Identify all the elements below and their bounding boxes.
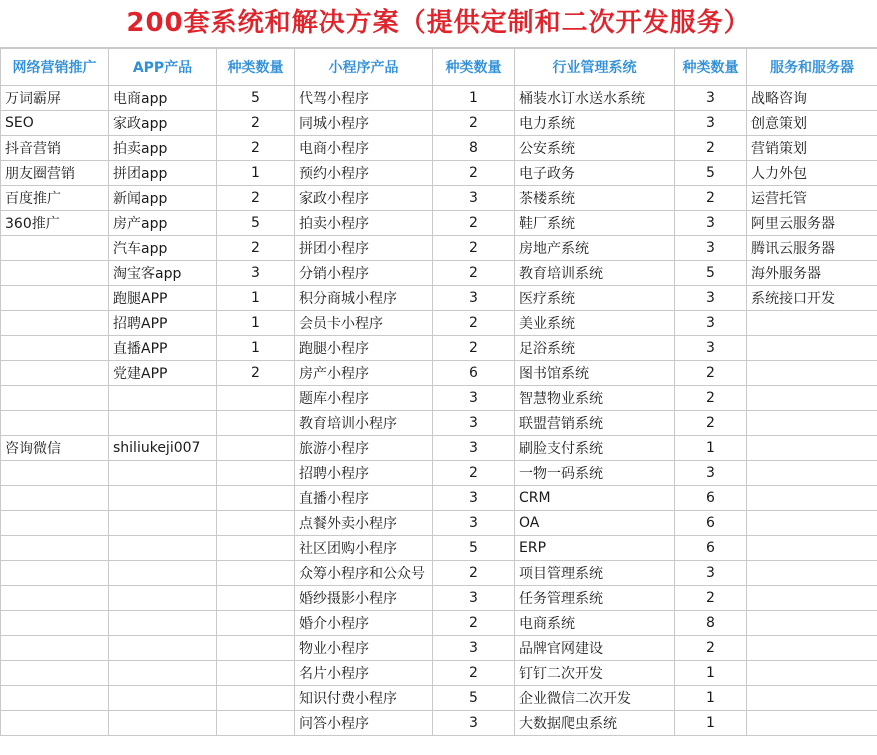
cell-miniprogram[interactable]: 名片小程序	[295, 661, 433, 686]
cell-app[interactable]	[109, 661, 217, 686]
cell-industry-system[interactable]: 刷脸支付系统	[515, 436, 675, 461]
table-row	[1, 361, 877, 386]
cell-industry-system[interactable]: 鞋厂系统	[515, 211, 675, 236]
table-row	[1, 711, 877, 736]
cell-miniprogram-count[interactable]: 2	[433, 561, 515, 586]
cell-system-count[interactable]: 2	[675, 586, 747, 611]
cell-marketing[interactable]: 抖音营销	[1, 136, 109, 161]
cell-service[interactable]	[747, 586, 877, 611]
cell-system-count[interactable]: 3	[675, 211, 747, 236]
cell-app-count[interactable]	[217, 686, 295, 711]
cell-miniprogram[interactable]: 知识付费小程序	[295, 686, 433, 711]
cell-system-count[interactable]: 6	[675, 536, 747, 561]
cell-app-count[interactable]	[217, 636, 295, 661]
cell-app-count[interactable]	[217, 486, 295, 511]
cell-app-count[interactable]: 2	[217, 136, 295, 161]
cell-miniprogram-count[interactable]: 3	[433, 411, 515, 436]
cell-app-count[interactable]: 2	[217, 236, 295, 261]
cell-miniprogram[interactable]: 教育培训小程序	[295, 411, 433, 436]
cell-miniprogram-count[interactable]: 2	[433, 336, 515, 361]
table-row	[1, 386, 877, 411]
cell-system-count[interactable]: 1	[675, 711, 747, 736]
cell-industry-system[interactable]: 美业系统	[515, 311, 675, 336]
cell-system-count[interactable]: 1	[675, 686, 747, 711]
cell-service[interactable]: 营销策划	[747, 136, 877, 161]
table-row	[1, 636, 877, 661]
cell-app-count[interactable]: 1	[217, 286, 295, 311]
table-row	[1, 461, 877, 486]
cell-app[interactable]	[109, 486, 217, 511]
cell-miniprogram-count[interactable]: 1	[433, 86, 515, 111]
cell-miniprogram[interactable]: 直播小程序	[295, 486, 433, 511]
cell-app-count[interactable]	[217, 711, 295, 736]
cell-industry-system[interactable]: 联盟营销系统	[515, 411, 675, 436]
cell-industry-system[interactable]: 医疗系统	[515, 286, 675, 311]
cell-system-count[interactable]: 8	[675, 611, 747, 636]
table-row	[1, 336, 877, 361]
cell-app[interactable]	[109, 611, 217, 636]
cell-system-count[interactable]: 6	[675, 511, 747, 536]
cell-app-count[interactable]	[217, 436, 295, 461]
cell-app-count[interactable]	[217, 511, 295, 536]
cell-industry-system[interactable]: 项目管理系统	[515, 561, 675, 586]
cell-miniprogram[interactable]: 代驾小程序	[295, 86, 433, 111]
cell-industry-system[interactable]: 电子政务	[515, 161, 675, 186]
cell-miniprogram[interactable]: 拼团小程序	[295, 236, 433, 261]
cell-miniprogram-count[interactable]: 8	[433, 136, 515, 161]
cell-service[interactable]: 战略咨询	[747, 86, 877, 111]
cell-miniprogram-count[interactable]: 3	[433, 511, 515, 536]
cell-miniprogram-count[interactable]: 3	[433, 186, 515, 211]
cell-marketing[interactable]	[1, 561, 109, 586]
table-row	[1, 586, 877, 611]
cell-miniprogram[interactable]: 分销小程序	[295, 261, 433, 286]
cell-miniprogram[interactable]: 家政小程序	[295, 186, 433, 211]
cell-marketing[interactable]	[1, 236, 109, 261]
cell-miniprogram-count[interactable]: 3	[433, 386, 515, 411]
cell-industry-system[interactable]: 钉钉二次开发	[515, 661, 675, 686]
cell-miniprogram[interactable]: 婚纱摄影小程序	[295, 586, 433, 611]
cell-industry-system[interactable]: 智慧物业系统	[515, 386, 675, 411]
cell-miniprogram-count[interactable]: 2	[433, 236, 515, 261]
page-title: 200套系统和解决方案（提供定制和二次开发服务）	[0, 0, 877, 48]
header-row	[1, 49, 877, 86]
cell-app-count[interactable]	[217, 386, 295, 411]
cell-industry-system[interactable]: 企业微信二次开发	[515, 686, 675, 711]
cell-industry-system[interactable]: 公安系统	[515, 136, 675, 161]
cell-app[interactable]: 拍卖app	[109, 136, 217, 161]
cell-service[interactable]	[747, 486, 877, 511]
cell-service[interactable]: 运营托管	[747, 186, 877, 211]
table-row	[1, 536, 877, 561]
cell-app[interactable]	[109, 411, 217, 436]
cell-system-count[interactable]: 5	[675, 161, 747, 186]
cell-app[interactable]: 拼团app	[109, 161, 217, 186]
cell-service[interactable]	[747, 511, 877, 536]
table-row	[1, 86, 877, 111]
cell-miniprogram[interactable]: 婚介小程序	[295, 611, 433, 636]
cell-app-count[interactable]: 5	[217, 211, 295, 236]
cell-service[interactable]: 海外服务器	[747, 261, 877, 286]
cell-miniprogram-count[interactable]: 2	[433, 661, 515, 686]
table-row	[1, 411, 877, 436]
cell-system-count[interactable]: 3	[675, 336, 747, 361]
cell-app-count[interactable]: 2	[217, 361, 295, 386]
cell-miniprogram-count[interactable]: 2	[433, 611, 515, 636]
cell-miniprogram[interactable]: 旅游小程序	[295, 436, 433, 461]
cell-app[interactable]: 招聘APP	[109, 311, 217, 336]
cell-miniprogram-count[interactable]: 2	[433, 111, 515, 136]
cell-service[interactable]: 腾讯云服务器	[747, 236, 877, 261]
cell-miniprogram-count[interactable]: 3	[433, 711, 515, 736]
cell-marketing[interactable]	[1, 261, 109, 286]
table-row	[1, 261, 877, 286]
cell-app[interactable]: 直播APP	[109, 336, 217, 361]
cell-app-count[interactable]	[217, 536, 295, 561]
cell-app-count[interactable]	[217, 411, 295, 436]
cell-marketing[interactable]	[1, 486, 109, 511]
cell-marketing[interactable]: 万词霸屏	[1, 86, 109, 111]
cell-system-count[interactable]: 6	[675, 486, 747, 511]
cell-app[interactable]: 汽车app	[109, 236, 217, 261]
cell-miniprogram-count[interactable]: 2	[433, 211, 515, 236]
cell-service[interactable]	[747, 386, 877, 411]
cell-service[interactable]: 阿里云服务器	[747, 211, 877, 236]
cell-marketing[interactable]: 360推广	[1, 211, 109, 236]
cell-system-count[interactable]: 2	[675, 361, 747, 386]
cell-miniprogram[interactable]: 跑腿小程序	[295, 336, 433, 361]
col-header-app-count: 种类数量	[217, 49, 295, 86]
cell-app-count[interactable]: 1	[217, 311, 295, 336]
cell-app-count[interactable]	[217, 461, 295, 486]
cell-system-count[interactable]: 2	[675, 386, 747, 411]
col-header-marketing: 网络营销推广	[1, 49, 109, 86]
cell-miniprogram[interactable]: 招聘小程序	[295, 461, 433, 486]
cell-marketing[interactable]	[1, 286, 109, 311]
cell-app[interactable]	[109, 636, 217, 661]
cell-app[interactable]	[109, 586, 217, 611]
table-row	[1, 311, 877, 336]
cell-industry-system[interactable]: ERP	[515, 536, 675, 561]
col-header-system-count: 种类数量	[675, 49, 747, 86]
cell-app[interactable]: shiliukeji007	[109, 436, 217, 461]
cell-system-count[interactable]: 3	[675, 561, 747, 586]
cell-industry-system[interactable]: 品牌官网建设	[515, 636, 675, 661]
cell-miniprogram-count[interactable]: 2	[433, 461, 515, 486]
cell-marketing[interactable]	[1, 361, 109, 386]
cell-marketing[interactable]	[1, 461, 109, 486]
cell-miniprogram[interactable]: 同城小程序	[295, 111, 433, 136]
table-row	[1, 161, 877, 186]
cell-service[interactable]: 创意策划	[747, 111, 877, 136]
table-row	[1, 111, 877, 136]
cell-system-count[interactable]: 3	[675, 86, 747, 111]
cell-service[interactable]	[747, 461, 877, 486]
cell-app[interactable]: 电商app	[109, 86, 217, 111]
table-row	[1, 211, 877, 236]
cell-service[interactable]: 人力外包	[747, 161, 877, 186]
col-header-miniprogram: 小程序产品	[295, 49, 433, 86]
cell-marketing[interactable]	[1, 411, 109, 436]
cell-industry-system[interactable]: 一物一码系统	[515, 461, 675, 486]
catalog-table	[0, 48, 877, 736]
cell-service[interactable]	[747, 611, 877, 636]
cell-service[interactable]	[747, 361, 877, 386]
cell-app-count[interactable]: 1	[217, 336, 295, 361]
cell-app-count[interactable]	[217, 561, 295, 586]
cell-service[interactable]	[747, 661, 877, 686]
table-row	[1, 136, 877, 161]
cell-marketing[interactable]: SEO	[1, 111, 109, 136]
cell-app-count[interactable]	[217, 611, 295, 636]
cell-marketing[interactable]	[1, 586, 109, 611]
cell-app[interactable]: 房产app	[109, 211, 217, 236]
cell-marketing[interactable]: 朋友圈营销	[1, 161, 109, 186]
cell-marketing[interactable]	[1, 536, 109, 561]
cell-miniprogram[interactable]: 社区团购小程序	[295, 536, 433, 561]
table-row	[1, 486, 877, 511]
cell-app[interactable]	[109, 461, 217, 486]
cell-miniprogram-count[interactable]: 3	[433, 436, 515, 461]
cell-miniprogram-count[interactable]: 2	[433, 261, 515, 286]
cell-miniprogram-count[interactable]: 3	[433, 586, 515, 611]
cell-app-count[interactable]: 5	[217, 86, 295, 111]
cell-system-count[interactable]: 2	[675, 636, 747, 661]
cell-app-count[interactable]: 1	[217, 161, 295, 186]
cell-industry-system[interactable]: 电商系统	[515, 611, 675, 636]
cell-app[interactable]	[109, 386, 217, 411]
cell-miniprogram[interactable]: 拍卖小程序	[295, 211, 433, 236]
cell-miniprogram[interactable]: 问答小程序	[295, 711, 433, 736]
cell-app-count[interactable]	[217, 586, 295, 611]
cell-marketing[interactable]	[1, 611, 109, 636]
cell-system-count[interactable]: 3	[675, 286, 747, 311]
table-row	[1, 286, 877, 311]
cell-app[interactable]: 家政app	[109, 111, 217, 136]
cell-app-count[interactable]: 2	[217, 111, 295, 136]
cell-miniprogram-count[interactable]: 6	[433, 361, 515, 386]
table-body	[1, 86, 877, 736]
table-row	[1, 661, 877, 686]
cell-industry-system[interactable]: OA	[515, 511, 675, 536]
cell-system-count[interactable]: 2	[675, 186, 747, 211]
cell-miniprogram[interactable]: 题库小程序	[295, 386, 433, 411]
cell-miniprogram[interactable]: 点餐外卖小程序	[295, 511, 433, 536]
cell-system-count[interactable]: 1	[675, 436, 747, 461]
cell-system-count[interactable]: 2	[675, 411, 747, 436]
cell-app[interactable]	[109, 536, 217, 561]
cell-app-count[interactable]	[217, 661, 295, 686]
cell-miniprogram-count[interactable]: 2	[433, 311, 515, 336]
table-row	[1, 686, 877, 711]
cell-marketing[interactable]: 百度推广	[1, 186, 109, 211]
cell-app[interactable]	[109, 511, 217, 536]
cell-service[interactable]	[747, 636, 877, 661]
cell-system-count[interactable]: 3	[675, 111, 747, 136]
cell-industry-system[interactable]: 大数据爬虫系统	[515, 711, 675, 736]
cell-service[interactable]	[747, 536, 877, 561]
cell-service[interactable]: 系统接口开发	[747, 286, 877, 311]
cell-industry-system[interactable]: 任务管理系统	[515, 586, 675, 611]
cell-marketing[interactable]	[1, 711, 109, 736]
cell-app-count[interactable]: 2	[217, 186, 295, 211]
cell-miniprogram[interactable]: 预约小程序	[295, 161, 433, 186]
cell-service[interactable]	[747, 686, 877, 711]
cell-service[interactable]	[747, 436, 877, 461]
table-row	[1, 511, 877, 536]
cell-service[interactable]	[747, 561, 877, 586]
cell-marketing[interactable]	[1, 386, 109, 411]
cell-miniprogram-count[interactable]: 3	[433, 486, 515, 511]
cell-miniprogram-count[interactable]: 3	[433, 636, 515, 661]
cell-marketing[interactable]	[1, 336, 109, 361]
col-header-industry-system: 行业管理系统	[515, 49, 675, 86]
cell-app[interactable]	[109, 686, 217, 711]
cell-industry-system[interactable]: 桶装水订水送水系统	[515, 86, 675, 111]
cell-miniprogram[interactable]: 众筹小程序和公众号	[295, 561, 433, 586]
cell-app[interactable]	[109, 561, 217, 586]
cell-industry-system[interactable]: 房地产系统	[515, 236, 675, 261]
cell-miniprogram-count[interactable]: 5	[433, 536, 515, 561]
cell-app[interactable]: 党建APP	[109, 361, 217, 386]
cell-miniprogram[interactable]: 房产小程序	[295, 361, 433, 386]
table-row	[1, 236, 877, 261]
cell-miniprogram-count[interactable]: 5	[433, 686, 515, 711]
cell-app[interactable]: 淘宝客app	[109, 261, 217, 286]
cell-service[interactable]	[747, 311, 877, 336]
cell-service[interactable]	[747, 411, 877, 436]
cell-miniprogram-count[interactable]: 3	[433, 286, 515, 311]
cell-app[interactable]	[109, 711, 217, 736]
table-row	[1, 561, 877, 586]
cell-industry-system[interactable]: 教育培训系统	[515, 261, 675, 286]
cell-system-count[interactable]: 3	[675, 311, 747, 336]
cell-system-count[interactable]: 3	[675, 461, 747, 486]
cell-marketing[interactable]	[1, 311, 109, 336]
cell-service[interactable]	[747, 336, 877, 361]
cell-marketing[interactable]	[1, 661, 109, 686]
cell-miniprogram[interactable]: 积分商城小程序	[295, 286, 433, 311]
cell-marketing[interactable]	[1, 636, 109, 661]
cell-service[interactable]	[747, 711, 877, 736]
cell-miniprogram-count[interactable]: 2	[433, 161, 515, 186]
table-row	[1, 611, 877, 636]
cell-marketing[interactable]	[1, 686, 109, 711]
cell-system-count[interactable]: 2	[675, 136, 747, 161]
cell-miniprogram[interactable]: 会员卡小程序	[295, 311, 433, 336]
table-row	[1, 436, 877, 461]
cell-marketing[interactable]: 咨询微信	[1, 436, 109, 461]
cell-system-count[interactable]: 3	[675, 236, 747, 261]
cell-industry-system[interactable]: CRM	[515, 486, 675, 511]
cell-industry-system[interactable]: 足浴系统	[515, 336, 675, 361]
cell-app-count[interactable]: 3	[217, 261, 295, 286]
col-header-miniprogram-count: 种类数量	[433, 49, 515, 86]
cell-miniprogram[interactable]: 电商小程序	[295, 136, 433, 161]
cell-system-count[interactable]: 5	[675, 261, 747, 286]
cell-app[interactable]: 跑腿APP	[109, 286, 217, 311]
cell-app[interactable]: 新闻app	[109, 186, 217, 211]
table-row	[1, 186, 877, 211]
cell-industry-system[interactable]: 图书馆系统	[515, 361, 675, 386]
cell-industry-system[interactable]: 茶楼系统	[515, 186, 675, 211]
cell-marketing[interactable]	[1, 511, 109, 536]
cell-system-count[interactable]: 1	[675, 661, 747, 686]
cell-industry-system[interactable]: 电力系统	[515, 111, 675, 136]
col-header-services: 服务和服务器	[747, 49, 877, 86]
col-header-app: APP产品	[109, 49, 217, 86]
cell-miniprogram[interactable]: 物业小程序	[295, 636, 433, 661]
